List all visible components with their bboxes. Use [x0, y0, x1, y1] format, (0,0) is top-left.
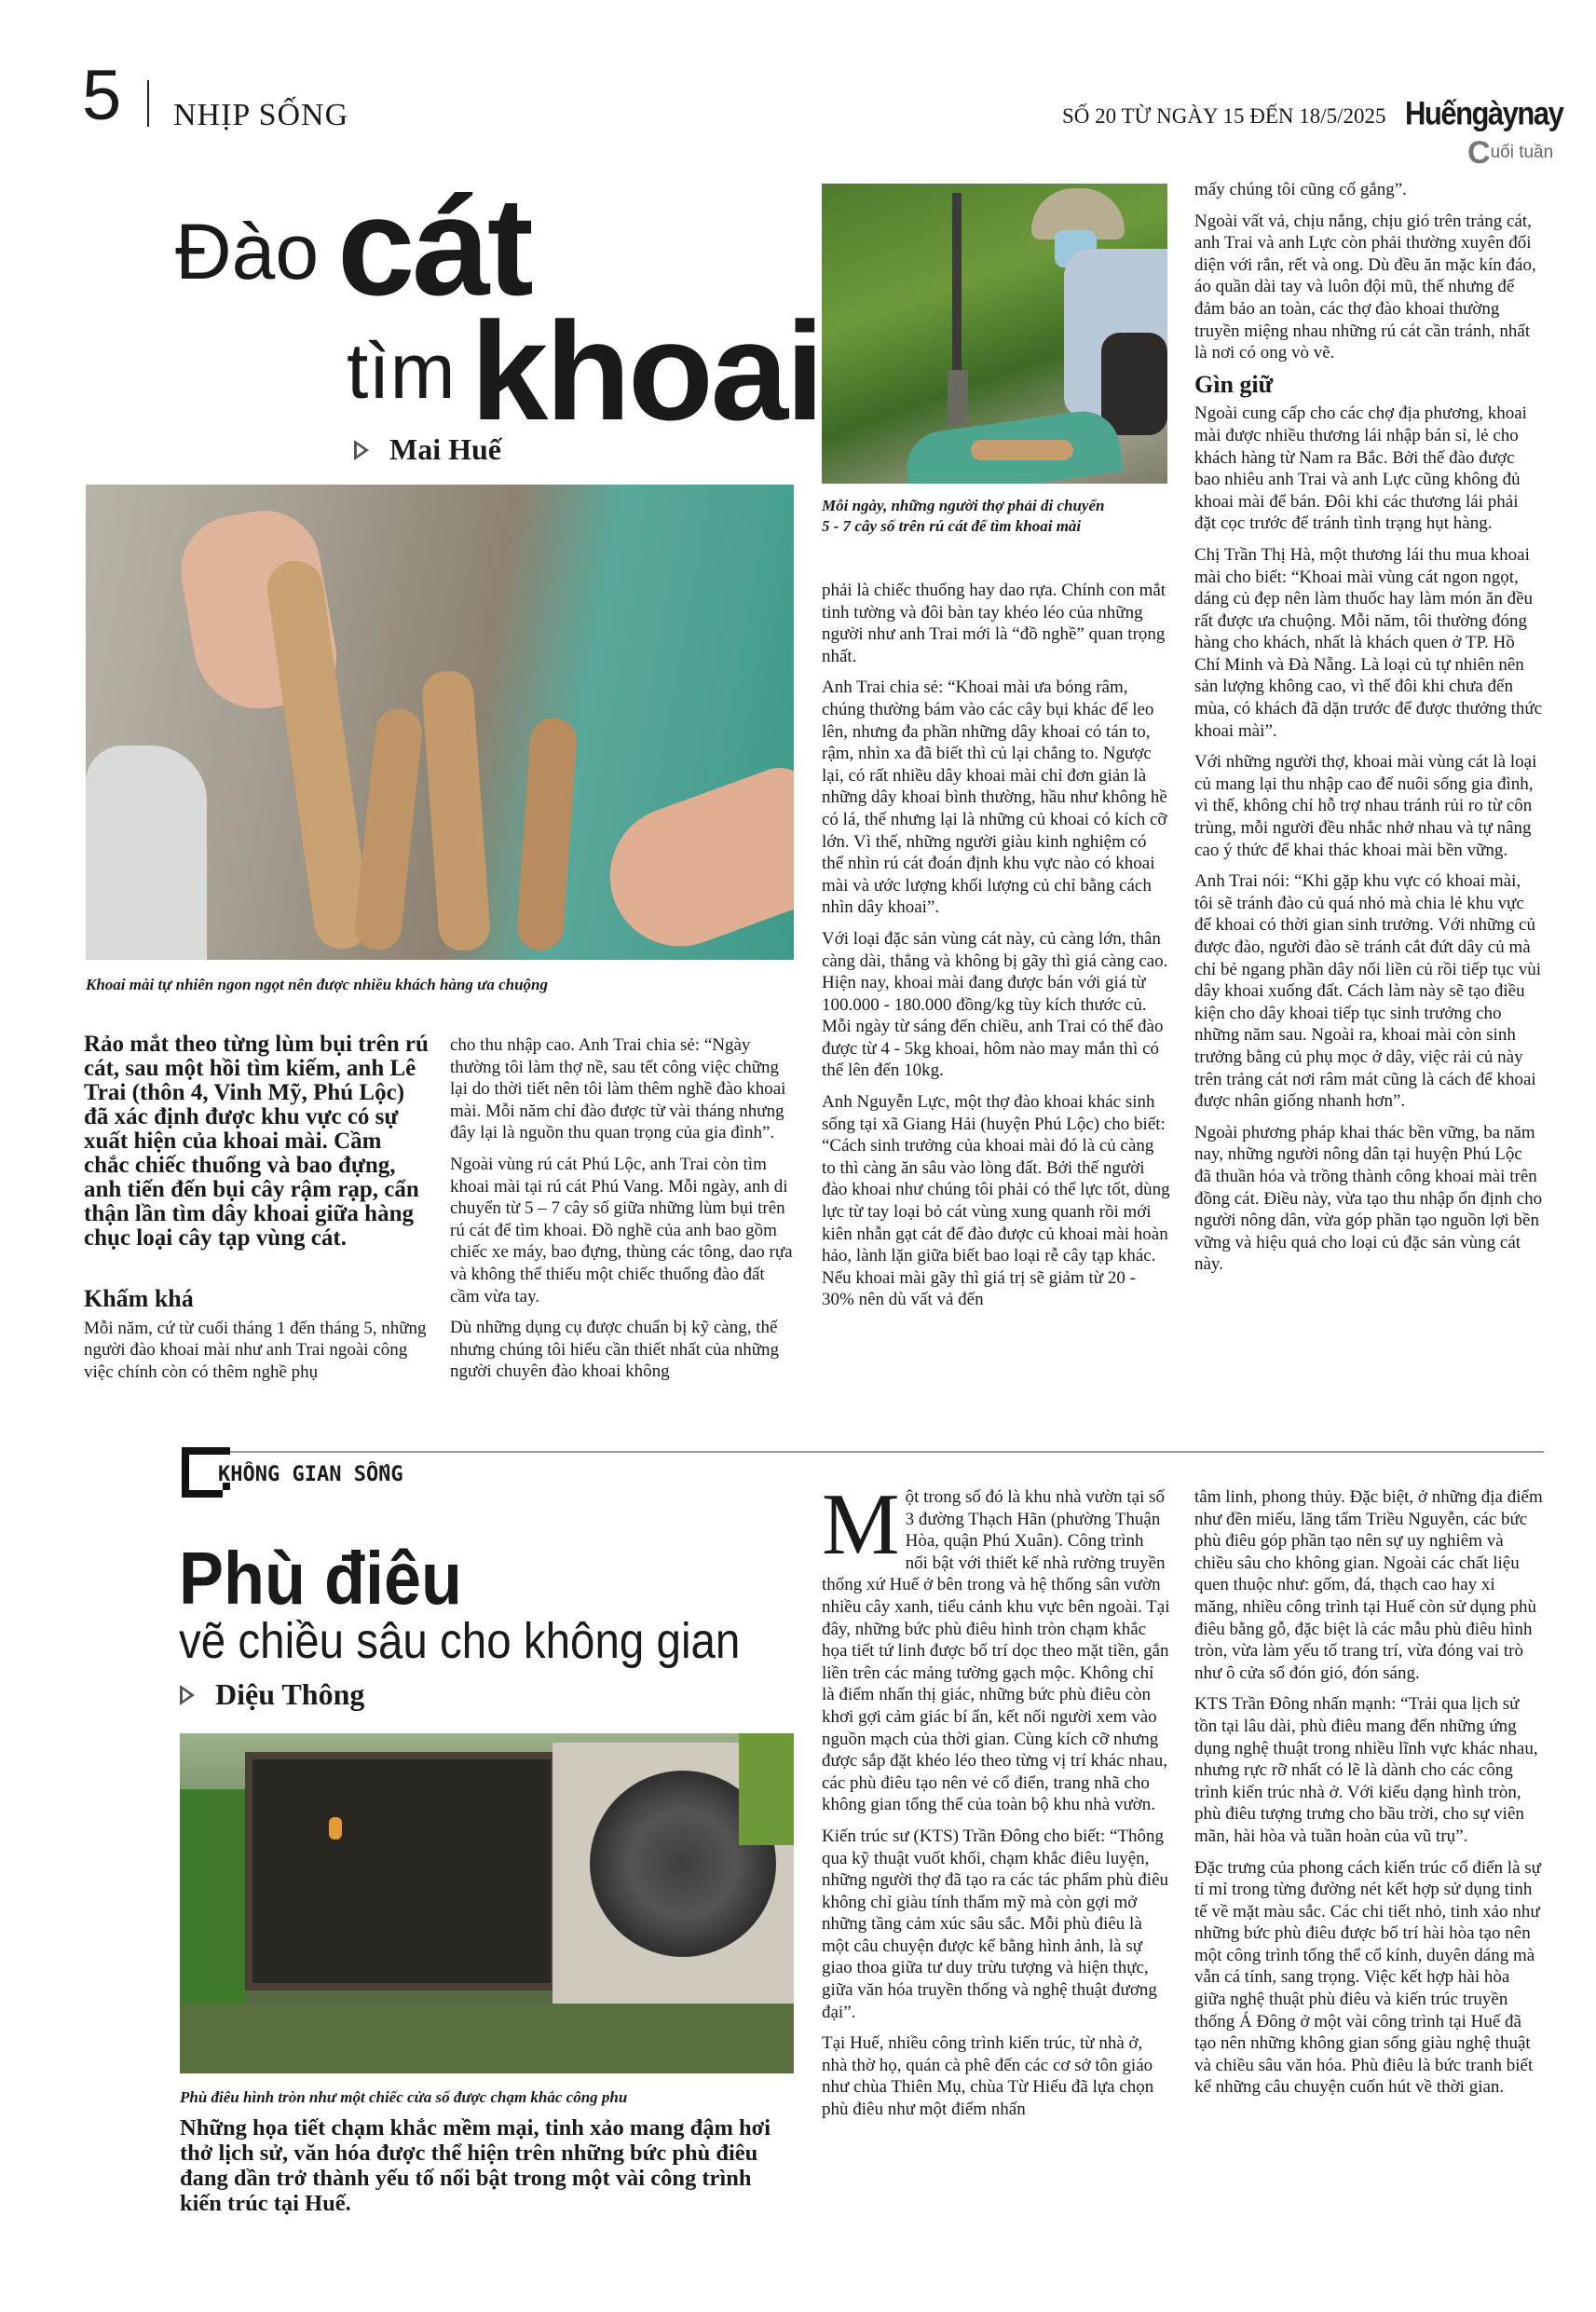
paragraph: Dù những dụng cụ được chuẩn bị kỹ càng, thế nhưng chúng tôi hiểu cần thiết nhất của những người chuyên đào khoai không	[450, 1318, 780, 1382]
paragraph: Chị Trần Thị Hà, một thương lái thu mua khoai mài cho biết: “Khoai mài vùng cát ngon ngọt, dáng củ đẹp nên làm thuốc hay làm món ăn đều rất được ưa chuộng. Mỗi năm, tôi thường đóng hàng cho khách, nhất là khách quen ở TP. Hồ Chí Minh và Đà Nẵng. Là loại củ tự nhiên nên sản lượng không cao, vì thế đôi khi chưa đến mùa, có khách đã dặn trước để được thưởng thức khoai mài”.	[1194, 544, 1543, 741]
paragraph: Ngoài cung cấp cho các chợ địa phương, khoai mài được nhiều thương lái nhập bán sỉ, lẻ cho khách hàng từ Nam ra Bắc. Bởi thế đào được bao nhiêu anh Trai và anh Lực cũng không đủ khoai mài để bán. Đôi khi các thương lái phải đặt cọc trước để tránh tình trạng hụt hàng.	[1194, 404, 1527, 534]
issue-date: SỐ 20 TỪ NGÀY 15 ĐẾN 18/5/2025	[1062, 104, 1386, 128]
page-number: 5	[82, 56, 122, 135]
paragraph: Với những người thợ, khoai mài vùng cát là loại củ mang lại thu nhập cao để nuôi sống gia đình, vì thế, không chỉ hỗ trợ nhau tránh rủi ro từ côn trùng, mỗi người đều nhắc nhở nhau và tự nâng cao ý thức để khai thác khoai mài bền vững.	[1194, 752, 1537, 860]
photo-caption: Phù điêu hình tròn như một chiếc cửa sổ được chạm khắc công phu	[180, 2088, 628, 2106]
paragraph: Anh Nguyễn Lực, một thợ đào khoai khác sinh sống tại xã Giang Hải (huyện Phú Lộc) cho biết: “Cách sinh trưởng của khoai mài đó là củ càng to thì càng ăn sâu vào lòng đất. Bởi thế người đào khoai như chúng tôi phải có thể lực tốt, dùng lực từ tay loại bỏ cát vùng xung quanh rồi mới kiên nhẫn gạt cát để đào được củ khoai mài hoàn hảo, lành lặn giữa biết bao loại rễ cây tạp khác. Nếu khoai mài gãy thì giá trị sẽ giảm từ 20 - 30% nên dù vất vả đến	[822, 1092, 1170, 1310]
paragraph: KTS Trần Đông nhấn mạnh: “Trải qua lịch sử tồn tại lâu dài, phù điêu mang đến những ứng dụng nghệ thuật trong nhiều lĩnh vực khác nhau, nhưng rực rỡ nhất có lẽ là dành cho các công trình kiến trúc nhà ở. Với kiểu dạng hình tròn, phù điêu tượng trưng cho bầu trời, cho sự viên mãn, hài hòa và tuần hoàn của vũ trụ”.	[1194, 1694, 1538, 1846]
subheadline: vẽ chiều sâu cho không gian	[179, 1613, 741, 1669]
logo-sub-text: uối tuần	[1490, 143, 1554, 162]
yam	[353, 706, 425, 952]
paragraph: Anh Trai nói: “Khi gặp khu vực có khoai mài, tôi sẽ tránh đào củ quá nhỏ mà chia lẻ khu vực để khoai có thời gian sinh trưởng. Với những củ được đào, người đào sẽ tránh cắt đứt dây củ mà chỉ bẻ ngang phần dây nối liền củ rồi tiếp tục vùi dây khoai xuống đất. Cách làm này sẽ tạo điều kiện cho dây khoai tiếp tục sinh trưởng cho những năm sau. Ngoài ra, khoai mài còn sinh trưởng bằng củ phụ mọc ở dây, việc rải củ này trên trảng cát nơi râm mát cũng là cách để khoai được nhân giống nhanh hơn”.	[1194, 871, 1541, 1112]
byline	[354, 432, 501, 467]
column-3-bottom	[822, 1476, 1170, 2130]
paragraph: Ngoài vất vả, chịu nắng, chịu gió trên trảng cát, anh Trai và anh Lực còn phải thường xuyên đối diện với rắn, rết và ong. Dù đều ăn mặc kín đáo, áo quần dài tay và luôn đội mũ, thế nhưng để đảm bảo an toàn, các thợ đào khoai thường truyền miệng nhau những rú cát cần tránh, nhất là nơi có ong vò vẽ.	[1194, 211, 1536, 363]
subheading: Gìn giữ	[1194, 370, 1274, 398]
photo-caption: Khoai mài tự nhiên ngon ngọt nên được nhiều khách hàng ưa chuộng	[86, 976, 548, 993]
garden-plants	[180, 2004, 794, 2073]
headline-part: Đào	[175, 208, 320, 295]
house-interior	[245, 1752, 558, 1991]
photo-yam-roots	[86, 485, 794, 960]
headline-part: khoai	[471, 293, 822, 449]
author-name: Mai Huế	[389, 432, 501, 466]
column-4-bottom	[1194, 1486, 1543, 2108]
paragraph: cho thu nhập cao. Anh Trai chia sẻ: “Ngày thường tôi làm thợ nề, sau tết công việc chững lại do thời tiết nên tôi làm thêm nghề đào khoai mài. Mỗi năm chỉ đào được từ vài tháng nhưng đây lại là nguồn thu quan trọng của gia đình”.	[450, 1035, 786, 1143]
yam	[515, 717, 578, 952]
publication-sub-logo	[1467, 135, 1553, 171]
publication-logo: Huếngàynay	[1405, 94, 1563, 132]
photo-relief	[180, 1733, 794, 2073]
caption-line: 5 - 7 cây số trên rú cát để tìm khoai mài	[822, 517, 1082, 535]
section-divider	[228, 1451, 1544, 1453]
shovel-blade	[948, 370, 968, 426]
column-2	[450, 1034, 798, 1392]
hand	[591, 758, 794, 960]
paragraph: Ngoài phương pháp khai thác bền vững, ba năm nay, những người nông dân tại huyện Phú Lộc đã thuần hóa và trồng thành công khoai mài trên đồng cát. Điều này, vừa tạo thu nhập ổn định cho người nông dân, vừa góp phần tạo nguồn lợi bền vững và hiệu quả cho loại củ đặc sản vùng cát này.	[1194, 1122, 1543, 1275]
column-3	[822, 580, 1170, 1320]
paragraph: tâm linh, phong thủy. Đặc biệt, ở những địa điểm như đền miếu, lăng tẩm Triều Nguyễn, các bức phù điêu góp phần tạo nên sự uy nghiêm và chiều sâu cho không gian. Ngoài các chất liệu quen thuộc như: gốm, đá, thạch cao hay xi măng, nhiều công trình tại Huế còn sử dụng phù điêu bằng gỗ, đặc biệt là các mẫu phù điêu hình tròn, vừa làm yếu tố trang trí, vừa đóng vai trò như ô cửa sổ đón gió, đón sáng.	[1194, 1487, 1543, 1683]
paragraph: Với loại đặc sản vùng cát này, củ càng lớn, thân càng dài, thẳng và không bị gãy thì giá càng cao. Hiện nay, khoai mài đang được bán với giá từ 100.000 - 180.000 đồng/kg tùy kích thước củ. Mỗi ngày từ sáng đến chiều, anh Trai có thể đào được từ 4 - 5kg khoai, hôm nào may mắn thì có thể lên đến 10kg.	[822, 928, 1168, 1081]
section-label: KHÔNG GIAN SỐNG	[218, 1463, 403, 1486]
headline: Phù điêu	[179, 1537, 463, 1620]
paragraph: Tại Huế, nhiều công trình kiến trúc, từ nhà ở, nhà thờ họ, quán cà phê đến các cơ sở tôn giáo như chùa Thiên Mụ, chùa Từ Hiếu đã lựa chọn phù điêu như một điểm nhấn	[822, 2033, 1154, 2120]
author-name: Diệu Thông	[215, 1677, 365, 1711]
paragraph: mấy chúng tôi cũng cố gắng”.	[1194, 180, 1407, 199]
logo-letter: C	[1467, 135, 1491, 171]
sleeve	[86, 746, 207, 960]
divider	[147, 80, 149, 127]
triangle-icon	[180, 1685, 195, 1705]
column-4	[1194, 179, 1543, 1285]
yam	[421, 669, 492, 951]
triangle-icon	[354, 440, 369, 460]
paragraph: Mỗi năm, cứ từ cuối tháng 1 đến tháng 5, những người đào khoai mài như anh Trai ngoài công việc chính còn có thêm nghề phụ	[84, 1318, 427, 1382]
dropcap: M	[822, 1476, 900, 1573]
yam	[264, 557, 374, 952]
photo-caption	[822, 496, 1104, 537]
subheading: Khấm khá	[84, 1285, 194, 1312]
column-1	[84, 1033, 432, 1392]
section-box-icon	[182, 1447, 223, 1498]
photo-digger	[822, 184, 1167, 484]
paragraph: phải là chiếc thuổng hay dao rựa. Chính con mắt tinh tường và đôi bàn tay khéo léo của những người như anh Trai mới là “đồ nghề” quan trọng nhất.	[822, 581, 1166, 666]
paragraph: Ngoài vùng rú cát Phú Lộc, anh Trai còn tìm khoai mài tại rú cát Phú Vang. Mỗi ngày, anh di chuyển từ 5 – 7 cây số giữa những lùm bụi trên rú cát để tìm khoai. Đồ nghề của anh bao gồm chiếc xe máy, bao đựng, thùng các tông, dao rựa và không thể thiếu một chiếc thuổng đào đất cầm vừa tay.	[450, 1154, 793, 1306]
headline-part: cát	[337, 168, 531, 324]
caption-line: Mỗi ngày, những người thợ phải di chuyển	[822, 497, 1105, 514]
paragraph: Anh Trai chia sẻ: “Khoai mài ưa bóng râm, chúng thường bám vào các cây bụi khác để leo lên, nhưng đa phần những dây khoai có tán to, rậm, nhìn xa đã biết thì củ lại chẳng to. Ngược lại, có rất nhiều dây khoai mài chỉ đơn giản là những dây khoai bình thường, hầu như không hề có lá, thế nhưng lại là những củ khoai có kích cỡ lớn. Vì thế, những người giàu kinh nghiệm có thể nhìn rú cát đoán định khu vực nào có khoai mài và ước lượng khối lượng củ chỉ bằng cách nhìn dây khoai”.	[822, 677, 1167, 918]
lede: Những họa tiết chạm khắc mềm mại, tinh xảo mang đậm hơi thở lịch sử, văn hóa được thể hiện trên những bức phù điêu đang dần trở thành yếu tố nổi bật trong một vài công trình kiến trúc tại Huế.	[180, 2115, 771, 2216]
byline	[180, 1677, 364, 1712]
paragraph: Đặc trưng của phong cách kiến trúc cổ điển là sự tỉ mỉ trong từng đường nét kết hợp sử dụng tinh tế về mặt màu sắc. Các chi tiết nhỏ, tinh xảo như những bức phù điêu được bố trí hài hòa tạo nên một công trình tổng thể cổ kính, duyên dáng mà vẫn cá tính, sang trọng. Việc kết hợp hài hòa giữa nghệ thuật phù điêu và kiến trúc truyền thống Á Đông ở một vài công trình tại Huế đã tạo nên những không gian sống giàu nghệ thuật và chiều sâu văn hóa. Phù điêu là bức tranh biết kể những câu chuyện cuốn hút về thời gian.	[1194, 1857, 1541, 2098]
yam	[971, 440, 1073, 460]
paragraph-text: ột trong số đó là khu nhà vườn tại số 3 đường Thạch Hãn (phường Thuận Hòa, quận Phú Xuân). Công trình nổi bật với thiết kế nhà rường truyền thống xứ Huế ở bên trong và hệ thống sân vườn nhiều cây xanh, tiểu cảnh khu vực bên ngoài. Tại đây, những bức phù điêu hình tròn chạm khắc họa tiết tứ linh được bố trí dọc theo mặt tiền, gắn liền trên các mảng tường gạch mộc. Không chỉ là điểm nhấn thị giác, những bức phù điêu còn khơi gợi cảm giác bí ẩn, kết nối người xem vào nguồn mạch của thời gian. Cùng kích cỡ nhưng được sắp đặt khéo léo theo từng vị trí khác nhau, các phù điêu tạo nên vẻ cổ điển, trang nhã cho không gian tổng thể của toàn bộ khu nhà vườn.	[822, 1487, 1170, 1815]
section-box-icon	[223, 1447, 230, 1455]
section-title: NHỊP SỐNG	[173, 98, 349, 132]
tree	[739, 1733, 794, 1845]
paragraph	[822, 1476, 1170, 1816]
trousers	[1101, 333, 1167, 435]
paragraph: Kiến trúc sư (KTS) Trần Đông cho biết: “Thông qua kỹ thuật vuốt khối, chạm khắc điêu luyện, những người thợ đã tạo ra các tác phẩm phù điêu không chỉ giàu tính thẩm mỹ mà còn gợi mở những tầng cảm xúc sâu sắc. Mỗi phù điêu là một câu chuyện được kể bằng hình ảnh, là sự giao thoa giữa tư duy trừu tượng và hiện thực, giữa văn hóa truyền thống và nghệ thuật đương đại”.	[822, 1826, 1169, 2022]
lede: Rảo mắt theo từng lùm bụi trên rú cát, sau một hồi tìm kiếm, anh Lê Trai (thôn 4, Vinh Mỹ, Phú Lộc) đã xác định được khu vực có sự xuất hiện của khoai mài. Cầm chắc chiếc thuổng và bao đựng, anh tiến đến bụi cây rậm rạp, cẩn thận lần tìm dây khoai giữa hàng chục loại cây tạp vùng cát.	[84, 1032, 429, 1251]
headline-part: tìm	[347, 327, 456, 415]
lamp	[329, 1817, 342, 1840]
